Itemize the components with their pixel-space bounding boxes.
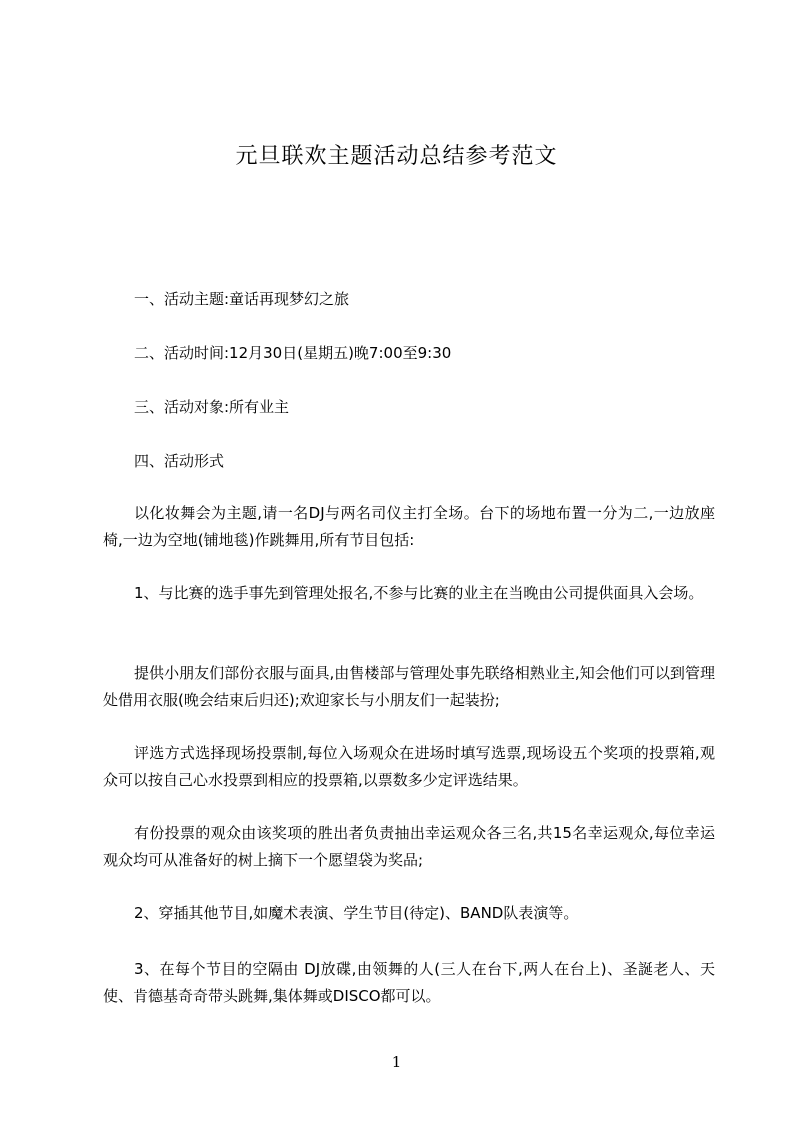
paragraph-lucky-draw: 有份投票的观众由该奖项的胜出者负责抽出幸运观众各三名,共15名幸运观众,每位幸运观众均可从准备好的树上摘下一个愿望袋为奖品; [103, 824, 715, 869]
paragraph-item-1: 1、与比赛的选手事先到管理处报名,不参与比赛的业主在当晚由公司提供面具入会场。 [134, 584, 704, 602]
paragraph-item-2: 2、穿插其他节目,如魔术表演、学生节目(待定)、BAND队表演等。 [134, 904, 579, 922]
page-number: 1 [391, 1053, 402, 1071]
paragraph-voting: 评选方式选择现场投票制,每位入场观众在进场时填写选票,现场设五个奖项的投票箱,观众可以按自己心水投票到相应的投票箱,以票数多少定评选结果。 [103, 744, 715, 789]
section-heading-theme: 一、活动主题:童话再现梦幻之旅 [134, 290, 350, 308]
paragraph-intro: 以化妆舞会为主题,请一名DJ与两名司仪主打全场。台下的场地布置一分为二,一边放座椅,一边为空地(铺地毯)作跳舞用,所有节目包括: [103, 504, 715, 549]
section-heading-time: 二、活动时间:12月30日(星期五)晚7:00至9:30 [134, 344, 452, 362]
section-heading-format: 四、活动形式 [134, 452, 225, 470]
paragraph-item-3: 3、在每个节目的空隔由 DJ放碟,由领舞的人(三人在台下,两人在台上)、圣誕老人、天使、肯德基奇奇带头跳舞,集体舞或DISCO都可以。 [103, 960, 715, 1005]
section-heading-audience: 三、活动对象:所有业主 [134, 398, 290, 416]
document-title: 元旦联欢主题活动总结参考范文 [235, 144, 558, 169]
paragraph-costume: 提供小朋友们部份衣服与面具,由售楼部与管理处事先联络相熟业主,知会他们可以到管理处借用衣服(晚会结束后归还);欢迎家长与小朋友们一起装扮; [103, 664, 715, 709]
